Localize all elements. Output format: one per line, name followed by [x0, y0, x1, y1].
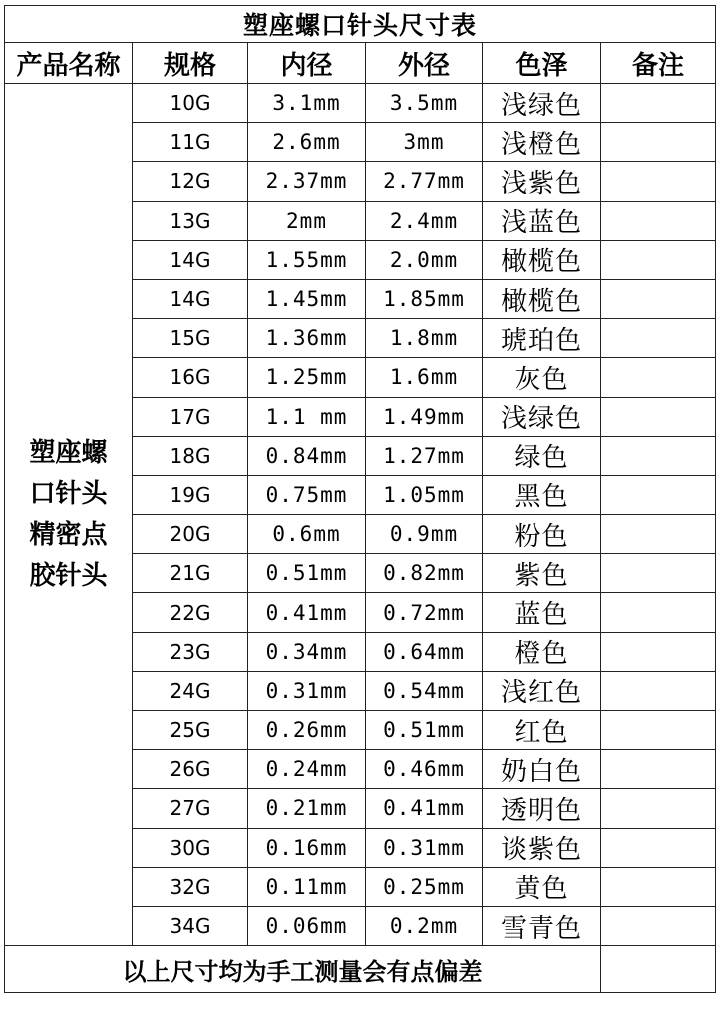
remark-cell	[601, 828, 716, 867]
inner-diameter-cell: 1.25mm	[248, 358, 366, 397]
remark-cell	[601, 201, 716, 240]
gauge-cell: 10G	[133, 84, 248, 123]
remark-cell	[601, 750, 716, 789]
inner-diameter-cell: 1.55mm	[248, 240, 366, 279]
color-cell: 粉色	[483, 515, 601, 554]
color-cell: 浅绿色	[483, 397, 601, 436]
inner-diameter-cell: 0.21mm	[248, 789, 366, 828]
outer-diameter-cell: 0.72mm	[366, 593, 483, 632]
remark-cell	[601, 358, 716, 397]
table-body	[5, 84, 716, 946]
remark-cell	[601, 632, 716, 671]
inner-diameter-cell: 0.41mm	[248, 593, 366, 632]
remark-cell	[601, 906, 716, 945]
remark-cell	[601, 436, 716, 475]
color-cell: 黄色	[483, 867, 601, 906]
outer-diameter-cell: 0.64mm	[366, 632, 483, 671]
outer-diameter-cell: 0.25mm	[366, 867, 483, 906]
gauge-cell: 24G	[133, 671, 248, 710]
gauge-cell: 22G	[133, 593, 248, 632]
color-cell: 浅紫色	[483, 162, 601, 201]
gauge-cell: 11G	[133, 123, 248, 162]
gauge-cell: 32G	[133, 867, 248, 906]
outer-diameter-cell: 0.54mm	[366, 671, 483, 710]
remark-cell	[601, 515, 716, 554]
color-cell: 浅橙色	[483, 123, 601, 162]
gauge-cell: 18G	[133, 436, 248, 475]
product-name-line: 精密点	[29, 519, 108, 550]
gauge-cell: 19G	[133, 475, 248, 514]
footer-note: 以上尺寸均为手工测量会有点偏差	[5, 946, 601, 993]
color-cell: 绿色	[483, 436, 601, 475]
gauge-cell: 23G	[133, 632, 248, 671]
remark-cell	[601, 397, 716, 436]
product-name-cell	[5, 84, 133, 946]
gauge-cell: 26G	[133, 750, 248, 789]
needle-size-table	[4, 5, 716, 993]
product-name-line: 胶针头	[29, 560, 108, 591]
outer-diameter-cell: 1.27mm	[366, 436, 483, 475]
outer-diameter-cell: 1.05mm	[366, 475, 483, 514]
color-cell: 奶白色	[483, 750, 601, 789]
color-cell: 橄榄色	[483, 240, 601, 279]
footer-row	[5, 946, 716, 993]
gauge-cell: 20G	[133, 515, 248, 554]
gauge-cell: 13G	[133, 201, 248, 240]
outer-diameter-cell: 0.41mm	[366, 789, 483, 828]
remark-cell	[601, 123, 716, 162]
inner-diameter-cell: 2.6mm	[248, 123, 366, 162]
outer-diameter-cell: 3.5mm	[366, 84, 483, 123]
inner-diameter-cell: 0.75mm	[248, 475, 366, 514]
inner-diameter-cell: 0.06mm	[248, 906, 366, 945]
gauge-cell: 25G	[133, 711, 248, 750]
inner-diameter-cell: 0.6mm	[248, 515, 366, 554]
inner-diameter-cell: 2.37mm	[248, 162, 366, 201]
inner-diameter-cell: 0.34mm	[248, 632, 366, 671]
color-cell: 浅红色	[483, 671, 601, 710]
color-cell: 透明色	[483, 789, 601, 828]
outer-diameter-cell: 1.49mm	[366, 397, 483, 436]
product-name-line: 塑座螺	[29, 437, 108, 468]
color-cell: 雪青色	[483, 906, 601, 945]
inner-diameter-cell: 1.1 mm	[248, 397, 366, 436]
inner-diameter-cell: 3.1mm	[248, 84, 366, 123]
footer-blank-cell	[601, 946, 716, 993]
gauge-cell: 16G	[133, 358, 248, 397]
inner-diameter-cell: 0.84mm	[248, 436, 366, 475]
outer-diameter-cell: 1.85mm	[366, 279, 483, 318]
inner-diameter-cell: 0.16mm	[248, 828, 366, 867]
outer-diameter-cell: 0.31mm	[366, 828, 483, 867]
inner-diameter-cell: 0.24mm	[248, 750, 366, 789]
header-remark: 备注	[601, 43, 716, 84]
header-spec: 规格	[133, 43, 248, 84]
gauge-cell: 21G	[133, 554, 248, 593]
remark-cell	[601, 240, 716, 279]
header-row	[5, 43, 716, 84]
table-title: 塑座螺口针头尺寸表	[5, 6, 716, 43]
header-product-name: 产品名称	[5, 43, 133, 84]
remark-cell	[601, 84, 716, 123]
remark-cell	[601, 711, 716, 750]
product-name-line: 口针头	[29, 478, 108, 509]
outer-diameter-cell: 0.9mm	[366, 515, 483, 554]
gauge-cell: 34G	[133, 906, 248, 945]
remark-cell	[601, 279, 716, 318]
header-inner-diameter: 内径	[248, 43, 366, 84]
header-color: 色泽	[483, 43, 601, 84]
outer-diameter-cell: 0.51mm	[366, 711, 483, 750]
outer-diameter-cell: 0.82mm	[366, 554, 483, 593]
outer-diameter-cell: 2.0mm	[366, 240, 483, 279]
color-cell: 浅绿色	[483, 84, 601, 123]
inner-diameter-cell: 0.26mm	[248, 711, 366, 750]
gauge-cell: 27G	[133, 789, 248, 828]
color-cell: 橄榄色	[483, 279, 601, 318]
remark-cell	[601, 789, 716, 828]
inner-diameter-cell: 1.36mm	[248, 319, 366, 358]
color-cell: 蓝色	[483, 593, 601, 632]
color-cell: 橙色	[483, 632, 601, 671]
outer-diameter-cell: 2.77mm	[366, 162, 483, 201]
outer-diameter-cell: 1.6mm	[366, 358, 483, 397]
table-row	[5, 84, 716, 123]
outer-diameter-cell: 0.2mm	[366, 906, 483, 945]
inner-diameter-cell: 0.51mm	[248, 554, 366, 593]
gauge-cell: 14G	[133, 240, 248, 279]
color-cell: 紫色	[483, 554, 601, 593]
color-cell: 琥珀色	[483, 319, 601, 358]
color-cell: 浅蓝色	[483, 201, 601, 240]
inner-diameter-cell: 0.31mm	[248, 671, 366, 710]
gauge-cell: 30G	[133, 828, 248, 867]
inner-diameter-cell: 0.11mm	[248, 867, 366, 906]
gauge-cell: 12G	[133, 162, 248, 201]
gauge-cell: 14G	[133, 279, 248, 318]
remark-cell	[601, 162, 716, 201]
remark-cell	[601, 319, 716, 358]
remark-cell	[601, 593, 716, 632]
remark-cell	[601, 867, 716, 906]
outer-diameter-cell: 3mm	[366, 123, 483, 162]
remark-cell	[601, 671, 716, 710]
remark-cell	[601, 475, 716, 514]
outer-diameter-cell: 1.8mm	[366, 319, 483, 358]
inner-diameter-cell: 1.45mm	[248, 279, 366, 318]
gauge-cell: 17G	[133, 397, 248, 436]
outer-diameter-cell: 0.46mm	[366, 750, 483, 789]
gauge-cell: 15G	[133, 319, 248, 358]
color-cell: 红色	[483, 711, 601, 750]
outer-diameter-cell: 2.4mm	[366, 201, 483, 240]
inner-diameter-cell: 2mm	[248, 201, 366, 240]
color-cell: 黑色	[483, 475, 601, 514]
color-cell: 谈紫色	[483, 828, 601, 867]
color-cell: 灰色	[483, 358, 601, 397]
remark-cell	[601, 554, 716, 593]
header-outer-diameter: 外径	[366, 43, 483, 84]
